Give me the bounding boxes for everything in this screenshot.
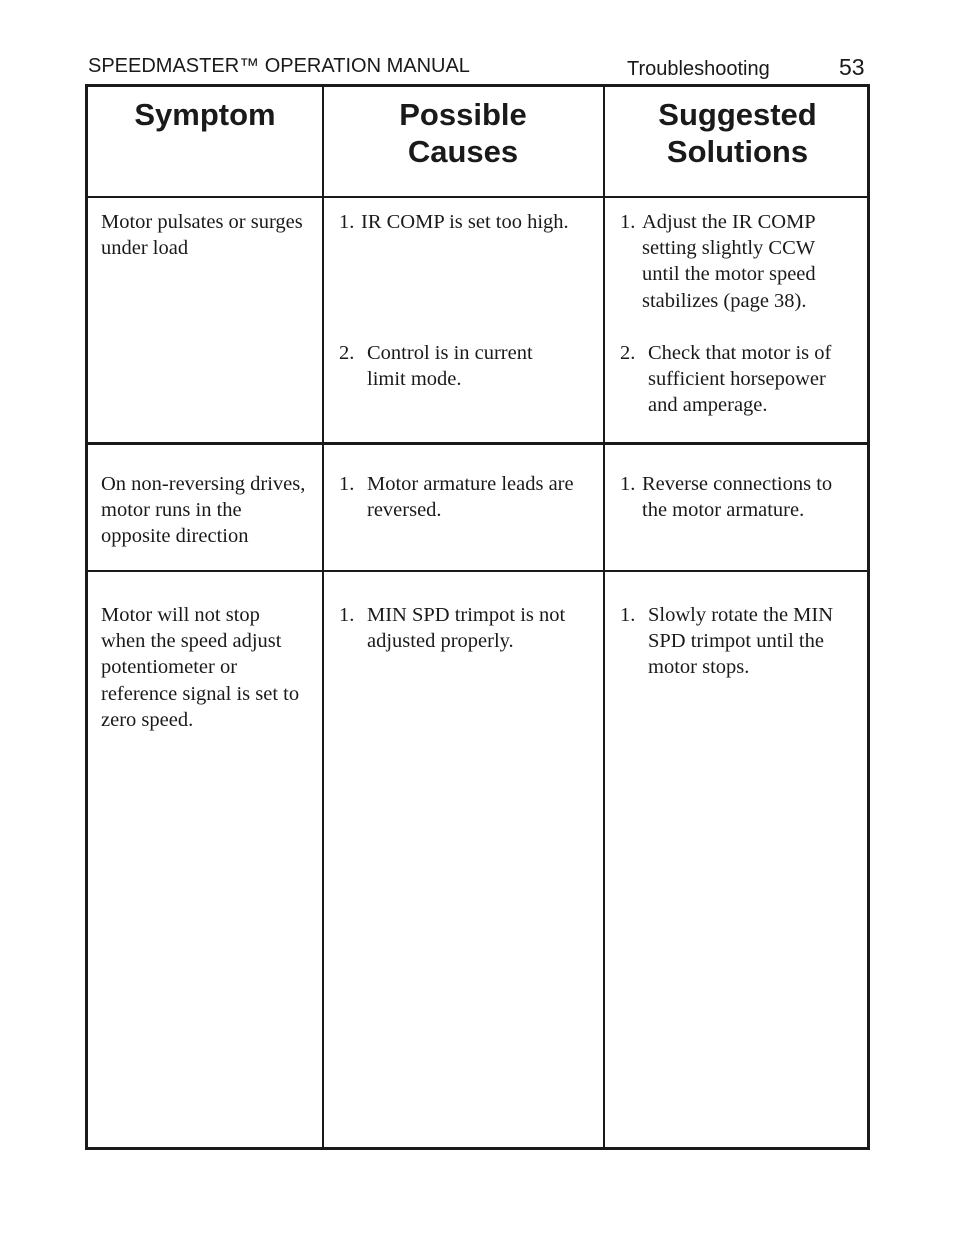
item-number: 1. (339, 473, 355, 495)
cause-item (339, 209, 576, 235)
cause-item (339, 471, 577, 523)
item-text: Control is in current limit mode. (367, 342, 533, 391)
column-divider (603, 87, 605, 1147)
solution-item (620, 340, 860, 419)
column-header-possible-causes: Possible Causes (399, 97, 527, 169)
row-divider (88, 442, 867, 445)
item-number: 1. (620, 211, 636, 233)
item-text: Reverse connections to the motor armature. (642, 473, 833, 522)
item-text: Adjust the IR COMP setting slightly CCW until the motor speed stabilizes (page 38). (642, 211, 816, 312)
item-text: Check that motor is of sufficient horsepower and amperage. (648, 342, 832, 417)
item-number: 1. (339, 211, 355, 233)
row-divider (88, 570, 867, 572)
symptom-cell: Motor will not stop when the speed adjust potentiometer or reference signal is set to zero speed. (101, 604, 300, 731)
solution-item (620, 209, 857, 314)
item-text: Slowly rotate the MIN SPD trimpot until the motor stops. (648, 604, 834, 679)
manual-title: SPEEDMASTER™ OPERATION MANUAL (88, 55, 470, 77)
cause-item (339, 602, 592, 654)
header-divider (88, 196, 867, 198)
item-number: 1. (339, 604, 355, 626)
symptom-cell: Motor pulsates or surges under load (101, 211, 303, 260)
solution-item (620, 602, 863, 681)
item-number: 1. (620, 473, 636, 495)
page-number: 53 (839, 54, 865, 80)
item-text: Motor armature leads are reversed. (367, 473, 574, 522)
column-divider (322, 87, 324, 1147)
item-number: 2. (339, 342, 355, 364)
item-number: 1. (620, 604, 636, 626)
item-text: IR COMP is set too high. (361, 211, 569, 233)
cause-item (339, 340, 570, 392)
column-header-suggested-solutions: Suggested Solutions (658, 97, 817, 169)
symptom-cell: On non-reversing drives, motor runs in the opposite direction (101, 473, 306, 548)
item-text: MIN SPD trimpot is not adjusted properly. (367, 604, 566, 653)
solution-item (620, 471, 860, 523)
troubleshooting-table (85, 84, 870, 1150)
column-header-symptom: Symptom (134, 97, 276, 132)
item-number: 2. (620, 342, 636, 364)
section-title: Troubleshooting (627, 58, 770, 80)
